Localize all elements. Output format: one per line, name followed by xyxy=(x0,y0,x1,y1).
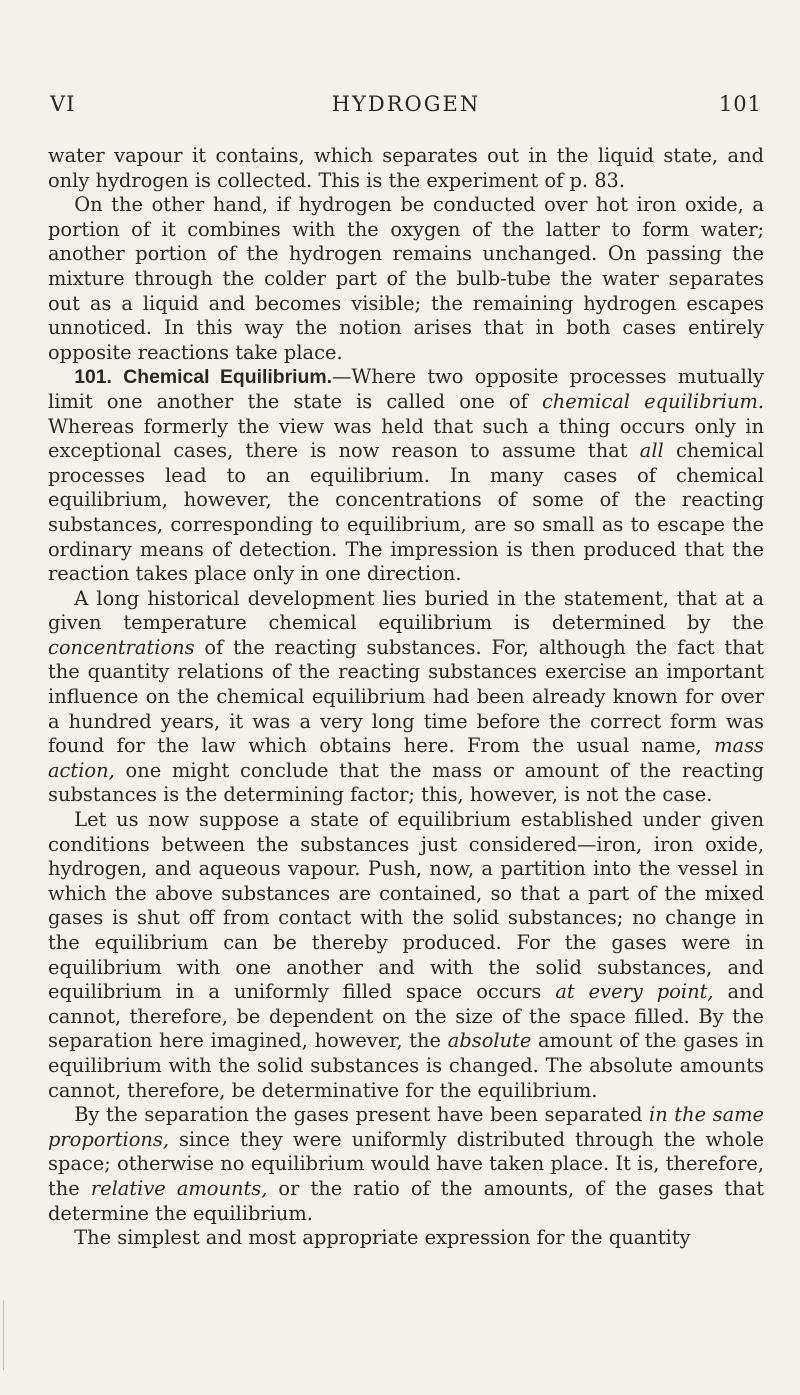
text-run: A long historical development lies buried in the statement, that at a given temperature chemical equilibrium is determined by the xyxy=(48,586,764,635)
section-number: 101. xyxy=(74,366,112,389)
emphasis: at every point, xyxy=(555,980,714,1004)
page-body xyxy=(48,144,764,1251)
text-run: and cannot, therefore, be dependent on the size of the space filled. By the separation here imagined, however, the xyxy=(48,980,764,1053)
emphasis: relative amounts, xyxy=(90,1176,268,1200)
text-run: Let us now suppose a state of equilibrium established under given conditions between the substances just considered—iron, iron oxide, hydrogen, and aqueous vapour. Push, now, a partition into the vessel in which the above substances are contained, so that a part of the mixed gases is shut off from contact with the solid substances; no change in the equilibrium can be thereby produced. For the gases were in equilibrium with one another and with the solid substances, and equilibrium in a uniformly filled space occurs xyxy=(48,808,764,1004)
text-run: chemical processes lead to an equilibrium. In many cases of chemical equilibrium, however, the concentrations of some of the reacting substances, corresponding to equilibrium, are so small as to escape the ordinary means of detection. The impression is then produced that the reaction takes place only in one direction. xyxy=(48,439,764,586)
section-101-paragraph xyxy=(48,365,764,586)
text-run: By the separation the gases present have been separated xyxy=(74,1103,650,1127)
text-run: one might conclude that the mass or amount of the reacting substances is the determining factor; this, however, is not the case. xyxy=(48,758,764,807)
text-run: since they were uniformly distributed through the whole space; otherwise no equilibrium would have taken place. It is, therefore, the xyxy=(48,1127,764,1200)
running-title: HYDROGEN xyxy=(331,92,481,116)
paragraph-7: The simplest and most appropriate expression for the quantity xyxy=(74,1226,691,1250)
emphasis: mass action, xyxy=(48,734,764,782)
emphasis: concentrations xyxy=(48,635,195,659)
paragraph-1: water vapour it contains, which separates out in the liquid state, and only hydrogen is collected. This is the experiment of p. 83. xyxy=(48,144,764,192)
paragraph-5 xyxy=(48,808,764,1103)
text-run: Whereas formerly the view was held that such a thing occurs only in exceptional cases, there is now reason to assume that xyxy=(48,414,764,463)
emphasis: chemical equilibrium. xyxy=(541,389,764,413)
paragraph-4 xyxy=(48,587,764,808)
emphasis: absolute xyxy=(447,1029,532,1053)
text-run: amount of the gases in equilibrium with the solid substances is changed. The absolute amounts cannot, therefore, be determinative for the equilibrium. xyxy=(48,1029,764,1102)
section-title: Chemical Equilibrium. xyxy=(123,366,333,389)
text-run: of the reacting substances. For, although the fact that the quantity relations of the reacting substances exercise an important influence on the chemical equilibrium had been already known for over a hundred years, it was a very long time before the correct form was found for the law which obtains here. From the usual name, xyxy=(48,635,764,758)
text-run: —Where two opposite processes mutually limit one another the state is called one of xyxy=(48,365,765,413)
emphasis: all xyxy=(639,439,664,463)
paragraph-2: On the other hand, if hydrogen be conducted over hot iron oxide, a portion of it combines with the oxygen of the latter to form water; another portion of the hydrogen remains unchanged. On passing the mixture through the colder part of the bulb-tube the water separates out as a liquid and becomes visible; the remaining hydrogen escapes unnoticed. In this way the notion arises that in both cases entirely opposite reactions take place. xyxy=(48,193,764,364)
paragraph-6 xyxy=(48,1103,764,1226)
scan-edge-line xyxy=(3,1300,4,1370)
running-header xyxy=(50,92,762,120)
chapter-number: VI xyxy=(50,92,76,116)
text-run: or the ratio of the amounts, of the gases that determine the equilibrium. xyxy=(48,1176,764,1225)
emphasis: in the same proportions, xyxy=(48,1103,765,1151)
page-number: 101 xyxy=(718,92,762,116)
